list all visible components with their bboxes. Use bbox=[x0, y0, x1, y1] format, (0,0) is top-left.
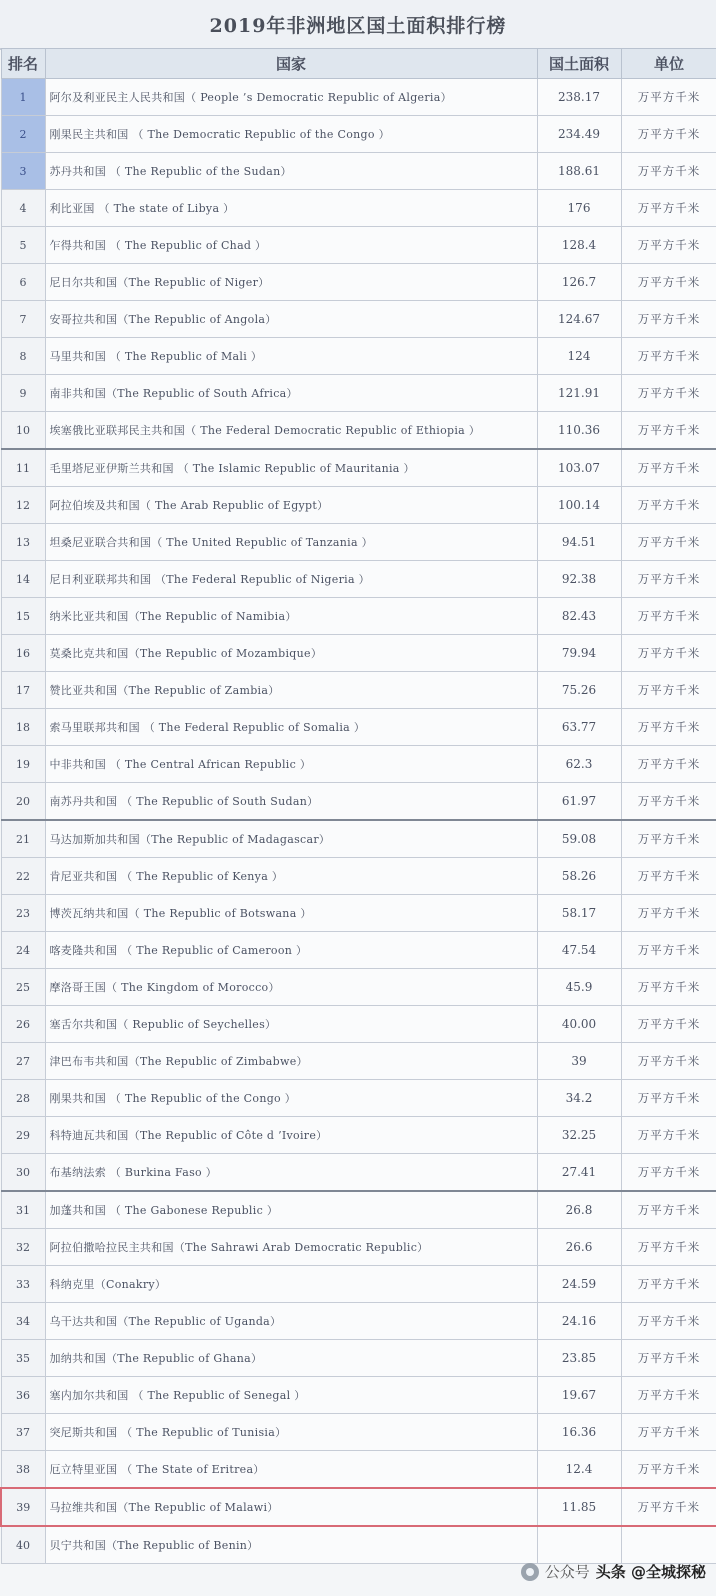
country-cell: 索马里联邦共和国 （ The Federal Republic of Somalia ） bbox=[45, 709, 537, 746]
watermark-text: 公众号 bbox=[544, 1563, 590, 1581]
unit-cell: 万平方千米 bbox=[621, 1043, 716, 1080]
rank-cell: 19 bbox=[1, 746, 45, 783]
area-cell: 121.91 bbox=[537, 375, 621, 412]
area-cell: 110.36 bbox=[537, 412, 621, 450]
country-cell: 乍得共和国 （ The Republic of Chad ） bbox=[45, 227, 537, 264]
rank-cell: 11 bbox=[1, 449, 45, 487]
area-cell: 92.38 bbox=[537, 561, 621, 598]
rank-cell: 30 bbox=[1, 1154, 45, 1192]
unit-cell: 万平方千米 bbox=[621, 1191, 716, 1229]
rank-cell: 22 bbox=[1, 858, 45, 895]
table-row bbox=[1, 1266, 716, 1303]
area-cell: 26.8 bbox=[537, 1191, 621, 1229]
rank-cell: 33 bbox=[1, 1266, 45, 1303]
table-row bbox=[1, 746, 716, 783]
rank-cell: 31 bbox=[1, 1191, 45, 1229]
area-cell: 63.77 bbox=[537, 709, 621, 746]
country-cell: 博茨瓦纳共和国（ The Republic of Botswana ） bbox=[45, 895, 537, 932]
country-cell: 乌干达共和国（The Republic of Uganda） bbox=[45, 1303, 537, 1340]
country-cell: 马达加斯加共和国（The Republic of Madagascar） bbox=[45, 820, 537, 858]
unit-cell: 万平方千米 bbox=[621, 1266, 716, 1303]
country-cell: 阿拉伯埃及共和国（ The Arab Republic of Egypt） bbox=[45, 487, 537, 524]
country-cell: 阿尔及利亚民主人民共和国（ People ’s Democratic Republic of Algeria） bbox=[45, 79, 537, 116]
unit-cell: 万平方千米 bbox=[621, 635, 716, 672]
area-cell: 100.14 bbox=[537, 487, 621, 524]
table-row bbox=[1, 1340, 716, 1377]
rank-cell: 24 bbox=[1, 932, 45, 969]
table-row bbox=[1, 264, 716, 301]
table-row bbox=[1, 635, 716, 672]
rank-cell: 38 bbox=[1, 1451, 45, 1489]
country-cell: 纳米比亚共和国（The Republic of Namibia） bbox=[45, 598, 537, 635]
country-cell: 埃塞俄比亚联邦民主共和国（ The Federal Democratic Republic of Ethiopia ） bbox=[45, 412, 537, 450]
table-row bbox=[1, 1229, 716, 1266]
table-row bbox=[1, 153, 716, 190]
header-rank: 排名 bbox=[1, 49, 45, 79]
area-cell: 24.16 bbox=[537, 1303, 621, 1340]
table-body bbox=[1, 79, 716, 1564]
rank-cell: 4 bbox=[1, 190, 45, 227]
country-cell: 布基纳法索 （ Burkina Faso ） bbox=[45, 1154, 537, 1192]
unit-cell: 万平方千米 bbox=[621, 1303, 716, 1340]
area-cell: 59.08 bbox=[537, 820, 621, 858]
rank-cell: 25 bbox=[1, 969, 45, 1006]
area-cell: 75.26 bbox=[537, 672, 621, 709]
table-row bbox=[1, 709, 716, 746]
country-cell: 毛里塔尼亚伊斯兰共和国 （ The Islamic Republic of Mauritania ） bbox=[45, 449, 537, 487]
header-area: 国土面积 bbox=[537, 49, 621, 79]
table-row bbox=[1, 227, 716, 264]
country-cell: 科纳克里（Conakry） bbox=[45, 1266, 537, 1303]
country-cell: 中非共和国 （ The Central African Republic ） bbox=[45, 746, 537, 783]
rank-cell: 36 bbox=[1, 1377, 45, 1414]
area-cell: 24.59 bbox=[537, 1266, 621, 1303]
country-cell: 塞舌尔共和国（ Republic of Seychelles） bbox=[45, 1006, 537, 1043]
rank-cell: 40 bbox=[1, 1526, 45, 1564]
rank-cell: 18 bbox=[1, 709, 45, 746]
table-row bbox=[1, 338, 716, 375]
unit-cell: 万平方千米 bbox=[621, 709, 716, 746]
unit-cell: 万平方千米 bbox=[621, 1080, 716, 1117]
table-row bbox=[1, 1154, 716, 1192]
country-cell: 突尼斯共和国 （ The Republic of Tunisia） bbox=[45, 1414, 537, 1451]
area-cell: 23.85 bbox=[537, 1340, 621, 1377]
country-cell: 刚果共和国 （ The Republic of the Congo ） bbox=[45, 1080, 537, 1117]
unit-cell: 万平方千米 bbox=[621, 1117, 716, 1154]
unit-cell: 万平方千米 bbox=[621, 858, 716, 895]
country-cell: 尼日尔共和国（The Republic of Niger） bbox=[45, 264, 537, 301]
area-cell: 26.6 bbox=[537, 1229, 621, 1266]
unit-cell: 万平方千米 bbox=[621, 561, 716, 598]
rank-cell: 10 bbox=[1, 412, 45, 450]
table-row bbox=[1, 1488, 716, 1526]
header-unit: 单位 bbox=[621, 49, 716, 79]
area-cell: 45.9 bbox=[537, 969, 621, 1006]
area-cell: 234.49 bbox=[537, 116, 621, 153]
country-cell: 塞内加尔共和国 （ The Republic of Senegal ） bbox=[45, 1377, 537, 1414]
rank-cell: 15 bbox=[1, 598, 45, 635]
country-cell: 贝宁共和国（The Republic of Benin） bbox=[45, 1526, 537, 1564]
table-row bbox=[1, 932, 716, 969]
country-cell: 加蓬共和国 （ The Gabonese Republic ） bbox=[45, 1191, 537, 1229]
area-cell: 32.25 bbox=[537, 1117, 621, 1154]
area-cell: 27.41 bbox=[537, 1154, 621, 1192]
country-cell: 利比亚国 （ The state of Libya ） bbox=[45, 190, 537, 227]
table-row bbox=[1, 895, 716, 932]
table-row bbox=[1, 561, 716, 598]
country-cell: 南非共和国（The Republic of South Africa） bbox=[45, 375, 537, 412]
rank-cell: 16 bbox=[1, 635, 45, 672]
country-cell: 厄立特里亚国 （ The State of Eritrea） bbox=[45, 1451, 537, 1489]
area-cell: 16.36 bbox=[537, 1414, 621, 1451]
unit-cell: 万平方千米 bbox=[621, 264, 716, 301]
unit-cell: 万平方千米 bbox=[621, 301, 716, 338]
unit-cell: 万平方千米 bbox=[621, 895, 716, 932]
unit-cell: 万平方千米 bbox=[621, 79, 716, 116]
table-row bbox=[1, 783, 716, 821]
unit-cell: 万平方千米 bbox=[621, 1229, 716, 1266]
rank-cell: 35 bbox=[1, 1340, 45, 1377]
table-row bbox=[1, 116, 716, 153]
unit-cell: 万平方千米 bbox=[621, 116, 716, 153]
unit-cell: 万平方千米 bbox=[621, 412, 716, 450]
unit-cell: 万平方千米 bbox=[621, 932, 716, 969]
country-cell: 肯尼亚共和国 （ The Republic of Kenya ） bbox=[45, 858, 537, 895]
unit-cell bbox=[621, 1526, 716, 1564]
unit-cell: 万平方千米 bbox=[621, 190, 716, 227]
unit-cell: 万平方千米 bbox=[621, 969, 716, 1006]
area-cell: 58.17 bbox=[537, 895, 621, 932]
unit-cell: 万平方千米 bbox=[621, 1340, 716, 1377]
wechat-icon bbox=[521, 1563, 539, 1581]
country-cell: 坦桑尼亚联合共和国（ The United Republic of Tanzania ） bbox=[45, 524, 537, 561]
table-row bbox=[1, 1006, 716, 1043]
area-cell: 11.85 bbox=[537, 1488, 621, 1526]
country-cell: 加纳共和国（The Republic of Ghana） bbox=[45, 1340, 537, 1377]
area-cell: 58.26 bbox=[537, 858, 621, 895]
unit-cell: 万平方千米 bbox=[621, 1451, 716, 1489]
rank-cell: 5 bbox=[1, 227, 45, 264]
country-cell: 马里共和国 （ The Republic of Mali ） bbox=[45, 338, 537, 375]
table-row bbox=[1, 79, 716, 116]
country-cell: 莫桑比克共和国（The Republic of Mozambique） bbox=[45, 635, 537, 672]
table-row bbox=[1, 598, 716, 635]
country-cell: 阿拉伯撒哈拉民主共和国（The Sahrawi Arab Democratic Republic） bbox=[45, 1229, 537, 1266]
table-row bbox=[1, 1451, 716, 1489]
area-cell: 124 bbox=[537, 338, 621, 375]
area-cell: 79.94 bbox=[537, 635, 621, 672]
table-row bbox=[1, 524, 716, 561]
country-cell: 科特迪瓦共和国（The Republic of Côte d ’Ivoire） bbox=[45, 1117, 537, 1154]
rank-cell: 7 bbox=[1, 301, 45, 338]
rank-cell: 21 bbox=[1, 820, 45, 858]
area-cell: 40.00 bbox=[537, 1006, 621, 1043]
area-cell: 124.67 bbox=[537, 301, 621, 338]
country-cell: 赞比亚共和国（The Republic of Zambia） bbox=[45, 672, 537, 709]
area-cell: 82.43 bbox=[537, 598, 621, 635]
unit-cell: 万平方千米 bbox=[621, 338, 716, 375]
unit-cell: 万平方千米 bbox=[621, 1377, 716, 1414]
rank-cell: 29 bbox=[1, 1117, 45, 1154]
rank-cell: 3 bbox=[1, 153, 45, 190]
rank-cell: 17 bbox=[1, 672, 45, 709]
rank-cell: 1 bbox=[1, 79, 45, 116]
rank-cell: 34 bbox=[1, 1303, 45, 1340]
rank-cell: 8 bbox=[1, 338, 45, 375]
table-header-row bbox=[1, 49, 716, 79]
table-row bbox=[1, 375, 716, 412]
table-row bbox=[1, 1414, 716, 1451]
unit-cell: 万平方千米 bbox=[621, 783, 716, 821]
unit-cell: 万平方千米 bbox=[621, 153, 716, 190]
table-row bbox=[1, 190, 716, 227]
rank-cell: 37 bbox=[1, 1414, 45, 1451]
country-cell: 津巴布韦共和国（The Republic of Zimbabwe） bbox=[45, 1043, 537, 1080]
rank-cell: 2 bbox=[1, 116, 45, 153]
area-cell: 238.17 bbox=[537, 79, 621, 116]
table-row bbox=[1, 412, 716, 450]
rank-cell: 9 bbox=[1, 375, 45, 412]
unit-cell: 万平方千米 bbox=[621, 449, 716, 487]
area-ranking-table bbox=[0, 48, 716, 1564]
unit-cell: 万平方千米 bbox=[621, 1006, 716, 1043]
country-cell: 南苏丹共和国 （ The Republic of South Sudan） bbox=[45, 783, 537, 821]
rank-cell: 39 bbox=[1, 1488, 45, 1526]
table-row bbox=[1, 1377, 716, 1414]
country-cell: 刚果民主共和国 （ The Democratic Republic of the Congo ） bbox=[45, 116, 537, 153]
watermark-handle: 头条 @全城探秘 bbox=[595, 1563, 706, 1581]
area-cell: 103.07 bbox=[537, 449, 621, 487]
rank-cell: 13 bbox=[1, 524, 45, 561]
table-row bbox=[1, 1117, 716, 1154]
area-cell: 94.51 bbox=[537, 524, 621, 561]
area-cell: 128.4 bbox=[537, 227, 621, 264]
table-row bbox=[1, 858, 716, 895]
unit-cell: 万平方千米 bbox=[621, 487, 716, 524]
country-cell: 尼日利亚联邦共和国 （The Federal Republic of Nigeria ） bbox=[45, 561, 537, 598]
rank-cell: 6 bbox=[1, 264, 45, 301]
unit-cell: 万平方千米 bbox=[621, 524, 716, 561]
unit-cell: 万平方千米 bbox=[621, 375, 716, 412]
unit-cell: 万平方千米 bbox=[621, 598, 716, 635]
area-cell: 62.3 bbox=[537, 746, 621, 783]
watermark bbox=[521, 1561, 706, 1582]
unit-cell: 万平方千米 bbox=[621, 227, 716, 264]
rank-cell: 23 bbox=[1, 895, 45, 932]
unit-cell: 万平方千米 bbox=[621, 1154, 716, 1192]
area-cell: 19.67 bbox=[537, 1377, 621, 1414]
country-cell: 苏丹共和国 （ The Republic of the Sudan） bbox=[45, 153, 537, 190]
rank-cell: 20 bbox=[1, 783, 45, 821]
unit-cell: 万平方千米 bbox=[621, 820, 716, 858]
area-cell bbox=[537, 1526, 621, 1564]
rank-cell: 32 bbox=[1, 1229, 45, 1266]
unit-cell: 万平方千米 bbox=[621, 672, 716, 709]
rank-cell: 12 bbox=[1, 487, 45, 524]
table-row bbox=[1, 1526, 716, 1564]
table-row bbox=[1, 1080, 716, 1117]
table-row bbox=[1, 1191, 716, 1229]
unit-cell: 万平方千米 bbox=[621, 1414, 716, 1451]
area-cell: 176 bbox=[537, 190, 621, 227]
area-cell: 61.97 bbox=[537, 783, 621, 821]
country-cell: 安哥拉共和国（The Republic of Angola） bbox=[45, 301, 537, 338]
table-row bbox=[1, 672, 716, 709]
unit-cell: 万平方千米 bbox=[621, 1488, 716, 1526]
area-cell: 12.4 bbox=[537, 1451, 621, 1489]
header-country: 国家 bbox=[45, 49, 537, 79]
unit-cell: 万平方千米 bbox=[621, 746, 716, 783]
area-cell: 34.2 bbox=[537, 1080, 621, 1117]
area-cell: 126.7 bbox=[537, 264, 621, 301]
table-row bbox=[1, 1303, 716, 1340]
rank-cell: 14 bbox=[1, 561, 45, 598]
table-row bbox=[1, 969, 716, 1006]
rank-cell: 27 bbox=[1, 1043, 45, 1080]
area-cell: 188.61 bbox=[537, 153, 621, 190]
country-cell: 摩洛哥王国（ The Kingdom of Morocco） bbox=[45, 969, 537, 1006]
table-row bbox=[1, 449, 716, 487]
area-cell: 39 bbox=[537, 1043, 621, 1080]
table-row bbox=[1, 1043, 716, 1080]
table-row bbox=[1, 820, 716, 858]
rank-cell: 26 bbox=[1, 1006, 45, 1043]
page-title: 2019年非洲地区国土面积排行榜 bbox=[0, 0, 716, 50]
area-cell: 47.54 bbox=[537, 932, 621, 969]
table-row bbox=[1, 487, 716, 524]
country-cell: 喀麦隆共和国 （ The Republic of Cameroon ） bbox=[45, 932, 537, 969]
country-cell: 马拉维共和国（The Republic of Malawi） bbox=[45, 1488, 537, 1526]
table-row bbox=[1, 301, 716, 338]
rank-cell: 28 bbox=[1, 1080, 45, 1117]
